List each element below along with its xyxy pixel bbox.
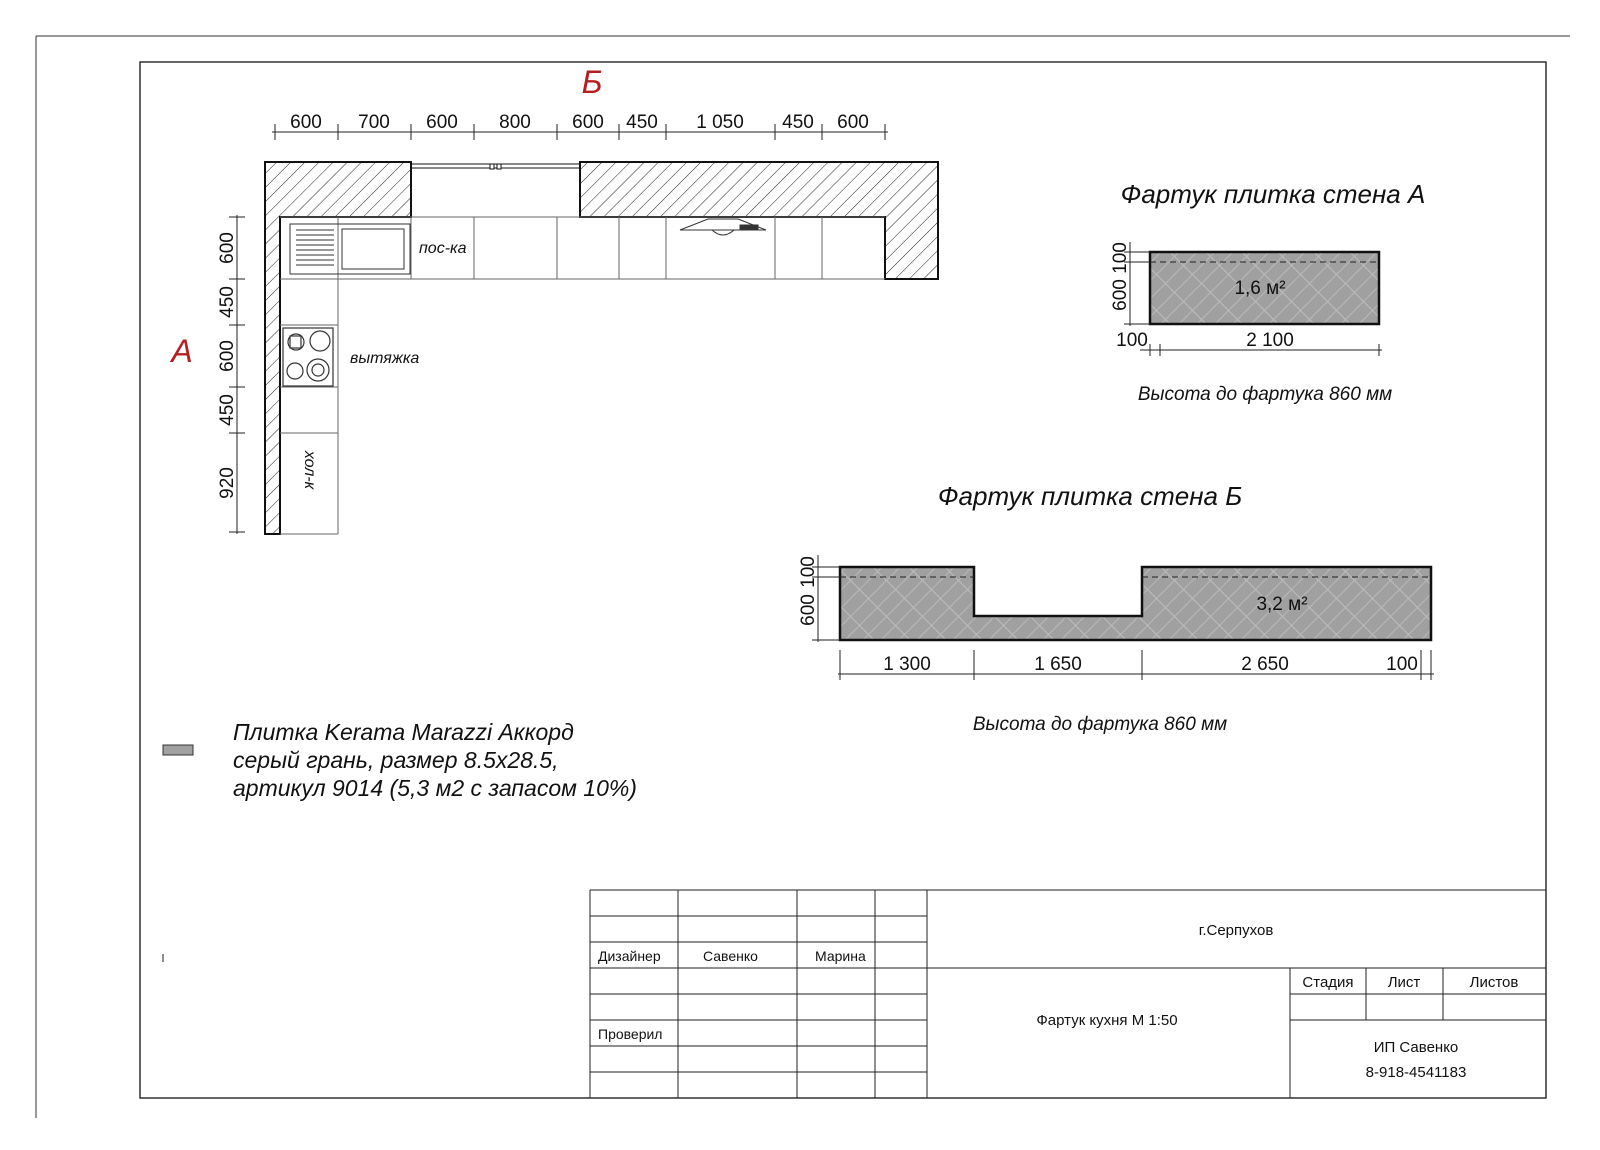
top-dim-8: 450 <box>782 112 814 133</box>
tb-designer-name: Марина <box>815 948 866 964</box>
tb-sheet-label: Лист <box>1387 974 1421 991</box>
apron-a-dim-600-side: 600 <box>1110 279 1131 311</box>
top-dim-7: 1 050 <box>696 112 744 133</box>
wall-a-label: А <box>171 333 193 369</box>
apron-a-dim-width: 2 100 <box>1246 330 1294 351</box>
legend-line-3: артикул 9014 (5,3 м2 с запасом 10%) <box>233 775 637 801</box>
fridge-label: хол-к <box>301 450 318 490</box>
apron-a <box>1110 179 1425 405</box>
apron-a-dim-100-side: 100 <box>1110 242 1131 274</box>
apron-b-panel <box>840 567 1431 640</box>
kitchen-plan <box>169 64 938 534</box>
legend-line-1: Плитка Kerama Marazzi Аккорд <box>233 719 574 745</box>
legend <box>163 719 637 801</box>
tb-drawing-title: Фартук кухня М 1:50 <box>1036 1012 1178 1029</box>
apron-b-dim-600-side: 600 <box>798 594 819 626</box>
hood-icon <box>680 219 766 235</box>
left-dim-5: 920 <box>217 467 238 499</box>
tb-city: г.Серпухов <box>1198 922 1274 939</box>
apron-a-title: Фартук плитка стена А <box>1120 179 1426 209</box>
left-dim-3: 600 <box>217 340 238 372</box>
top-dim-9: 600 <box>837 112 869 133</box>
tb-designer-surname: Савенко <box>703 948 758 964</box>
top-dim-4: 800 <box>499 112 531 133</box>
top-dim-1: 600 <box>290 112 322 133</box>
tb-checked-role: Проверил <box>598 1026 663 1042</box>
apron-b-title: Фартук плитка стена Б <box>937 481 1243 511</box>
apron-b-dim-2: 1 650 <box>1034 654 1082 675</box>
tb-company: ИП Савенко <box>1373 1039 1459 1056</box>
hob-icon <box>283 328 333 386</box>
apron-a-area: 1,6 м² <box>1234 278 1286 299</box>
legend-line-2: серый грань, размер 8.5х28.5, <box>233 747 559 773</box>
left-dim-4: 450 <box>217 394 238 426</box>
left-dim-1: 600 <box>217 232 238 264</box>
apron-b <box>798 481 1434 735</box>
left-dim-2: 450 <box>217 286 238 318</box>
window <box>411 164 580 169</box>
tb-sheets-label: Листов <box>1469 974 1519 991</box>
sink-label: пос-ка <box>419 240 467 257</box>
top-dim-5: 600 <box>572 112 604 133</box>
apron-a-dim-100-bottom: 100 <box>1116 330 1148 351</box>
cabinets-wall-b <box>280 217 885 279</box>
tb-designer-role: Дизайнер <box>598 948 661 964</box>
apron-b-dim-4: 100 <box>1386 654 1418 675</box>
apron-b-area: 3,2 м² <box>1256 594 1308 615</box>
legend-swatch <box>163 745 193 755</box>
apron-b-dim-100-side: 100 <box>798 556 819 588</box>
apron-b-dim-3: 2 650 <box>1241 654 1289 675</box>
tb-stage-label: Стадия <box>1302 974 1354 991</box>
tb-phone: 8-918-4541183 <box>1365 1064 1467 1081</box>
top-dim-3: 600 <box>426 112 458 133</box>
apron-b-height-note: Высота до фартука 860 мм <box>972 714 1228 735</box>
apron-a-height-note: Высота до фартука 860 мм <box>1137 384 1393 405</box>
hood-label: вытяжка <box>350 350 420 367</box>
wall-right <box>580 162 938 279</box>
top-dim-2: 700 <box>358 112 390 133</box>
top-dim-6: 450 <box>626 112 658 133</box>
sink-icon <box>290 224 410 274</box>
wall-b-label: Б <box>581 64 603 100</box>
apron-b-dim-1: 1 300 <box>883 654 931 675</box>
